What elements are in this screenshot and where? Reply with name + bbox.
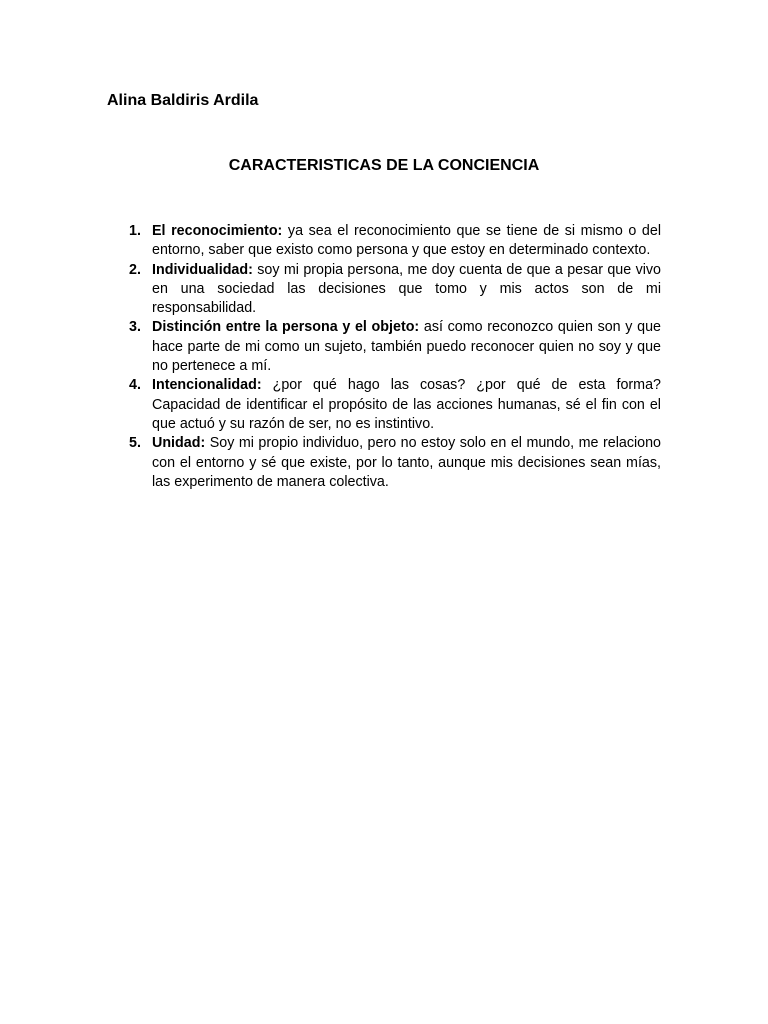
author-name: Alina Baldiris Ardila xyxy=(107,92,259,109)
item-number: 2. xyxy=(129,261,141,278)
item-text: ¿por qué hago las cosas? ¿por qué de esta forma? Capacidad de identificar el propósito de las acciones humanas, sé el fin con el que actuó y su razón de ser, no es instintivo. xyxy=(152,377,661,432)
item-number: 4. xyxy=(129,377,141,394)
list-item xyxy=(121,376,661,434)
item-text: Soy mi propio individuo, pero no estoy solo en el mundo, me relaciono con el entorno y sé que existe, por lo tanto, aunque mis decisiones sean mías, las experimento de manera colectiva. xyxy=(152,435,661,490)
list-item xyxy=(121,434,661,492)
item-text: ya sea el reconocimiento que se tiene de si mismo o del entorno, saber que existo como persona y que estoy en determinado contexto. xyxy=(152,223,662,259)
list-item xyxy=(121,318,661,376)
list-item xyxy=(121,261,661,319)
item-number: 3. xyxy=(129,319,141,336)
item-term: Individualidad: xyxy=(152,261,258,278)
item-term: El reconocimiento: xyxy=(152,223,288,239)
item-term: Distinción entre la persona y el objeto: xyxy=(152,319,424,336)
item-text: soy mi propia persona, me doy cuenta de que a pesar que vivo en una sociedad las decisiones que tomo y mis actos son de mi responsabilidad. xyxy=(152,261,661,317)
item-number: 1. xyxy=(129,223,141,239)
item-term: Unidad: xyxy=(152,435,210,452)
list-item xyxy=(121,222,661,261)
item-term: Intencionalidad: xyxy=(152,377,273,394)
item-text: así como reconozco quien son y que hace parte de mi como un sujeto, también puedo reconocer quien no soy y que no pertenece a mí. xyxy=(152,319,661,375)
item-number: 5. xyxy=(129,435,141,452)
characteristics-list xyxy=(121,222,661,492)
document-title: CARACTERISTICAS DE LA CONCIENCIA xyxy=(228,157,540,174)
